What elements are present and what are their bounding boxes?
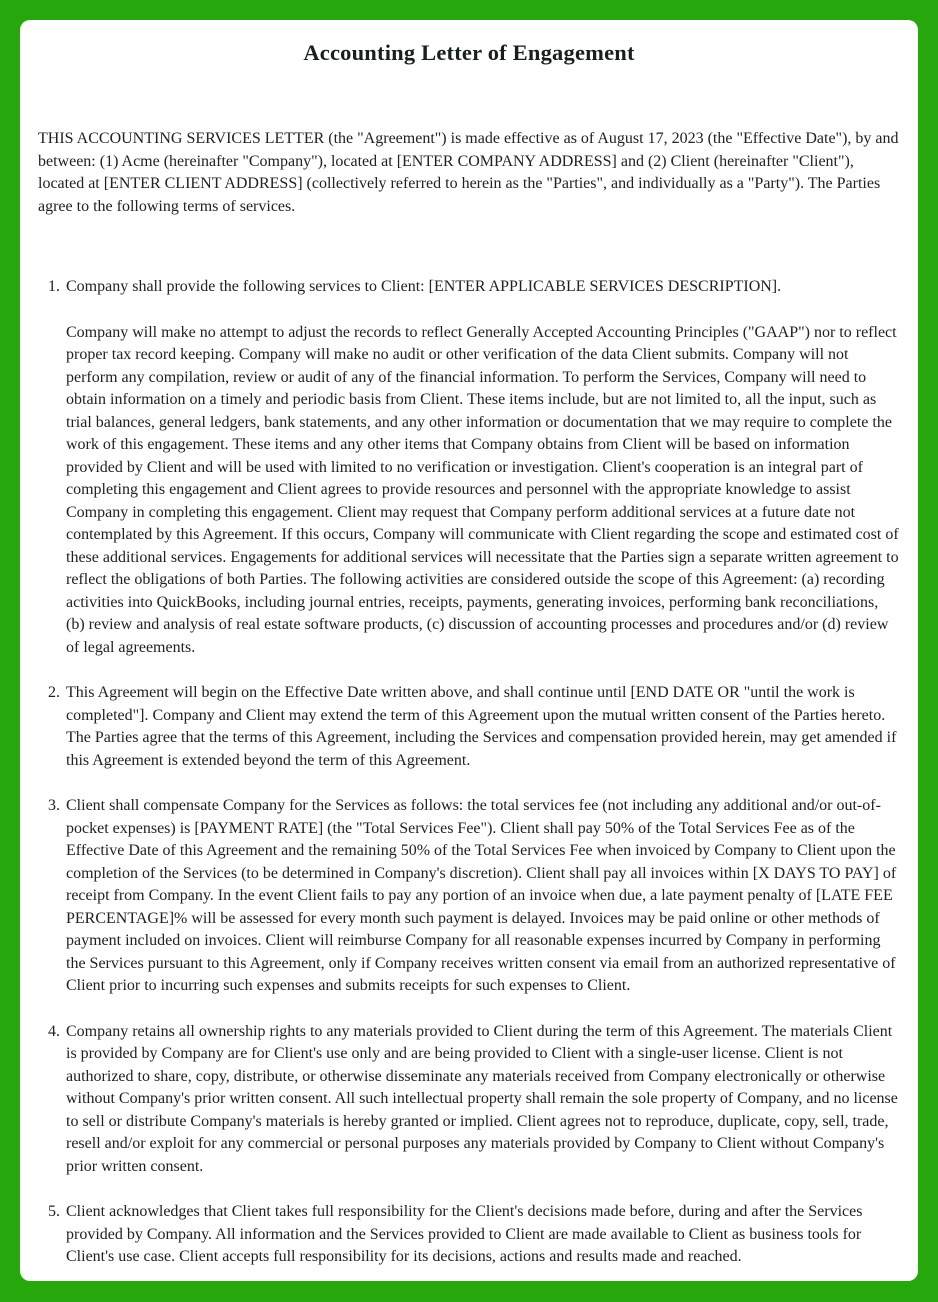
item-number: 1. <box>48 278 60 295</box>
item-paragraph: Company will make no attempt to adjust the records to reflect Generally Accepted Accounting Principles ("GAAP") nor to reflect proper tax record keeping. Company will make no audit or other verification of the data Client submits. Company will not perform any compilation, review or audit of any of the financial information. To perform the Services, Company will need to obtain information on a timely and periodic basis from Client. These items include, but are not limited to, all the input, such as trial balances, general ledgers, bank statements, and any other information or documentation that we may require to complete the work of this engagement. These items and any other items that Company obtains from Client will be based on information provided by Client and will be used with limited to no verification or investigation. Client's cooperation is an integral part of completing this engagement and Client agrees to provide resources and personnel with the appropriate knowledge to assist Company in completing this engagement. Client may request that Company perform additional services at a future date not contemplated by this Agreement. If this occurs, Company will communicate with Client regarding the scope and estimated cost of these additional services. Engagements for additional services will necessitate that the Parties sign a separate written agreement to reflect the obligations of both Parties. The following activities are considered outside the scope of this Agreement: (a) recording activities into QuickBooks, including journal entries, receipts, payments, generating invoices, performing bank reconciliations, (b) review and analysis of real estate software products, (c) discussion of accounting processes and procedures and/or (d) review of legal agreements. <box>66 323 899 656</box>
item-paragraph: Client shall compensate Company for the Services as follows: the total services fee (not including any additional and/or out-of-pocket expenses) is [PAYMENT RATE] (the "Total Services Fee"). Client shall pay 50% of the Total Services Fee as of the Effective Date of this Agreement and the remaining 50% of the Total Services Fee when invoiced by Company to Client upon the completion of the Services (to be determined in Company's discretion). Client shall pay all invoices within [X DAYS TO PAY] of receipt from Company. In the event Client fails to pay any portion of an invoice when due, a late payment penalty of [LATE FEE PERCENTAGE]% will be assessed for every month such payment is delayed. Invoices may be paid online or other methods of payment included on invoices. Client will reimburse Company for all reasonable expenses incurred by Company in performing the Services pursuant to this Agreement, only if Company receives written consent via email from an authorized representative of Client prior to incurring such expenses and submits receipts for such expenses to Client. <box>66 797 897 994</box>
item-number: 3. <box>48 797 60 814</box>
terms-list <box>38 276 900 1269</box>
item-number: 5. <box>48 1203 60 1220</box>
list-item-1 <box>38 276 900 659</box>
list-item-5 <box>38 1201 900 1269</box>
document-page <box>20 20 918 1281</box>
list-item-2 <box>38 682 900 772</box>
item-number: 4. <box>48 1022 60 1040</box>
list-item-4 <box>38 1021 900 1179</box>
item-paragraph: Company shall provide the following services to Client: [ENTER APPLICABLE SERVICES DESCRIPTION]. <box>66 278 782 295</box>
page-title: Accounting Letter of Engagement <box>303 40 635 65</box>
item-paragraph: This Agreement will begin on the Effective Date written above, and shall continue until [END DATE OR "until the work is completed"]. Company and Client may extend the term of this Agreement upon the mutual written consent of the Parties hereto. The Parties agree that the terms of this Agreement, including the Services and compensation provided herein, may get amended if this Agreement is extended beyond the term of this Agreement. <box>66 684 897 769</box>
list-item-3 <box>38 795 900 998</box>
intro-paragraph: THIS ACCOUNTING SERVICES LETTER (the "Agreement") is made effective as of August 17, 2023 (the "Effective Date"), by and between: (1) Acme (hereinafter "Company"), located at [ENTER COMPANY ADDRESS] and (2) Client (hereinafter "Client"), located at [ENTER CLIENT ADDRESS] (collectively referred to herein as the "Parties", and individually as a "Party"). The Parties agree to the following terms of services. <box>38 130 899 215</box>
item-paragraph: Client acknowledges that Client takes full responsibility for the Client's decisions made before, during and after the Services provided by Company. All information and the Services provided to Client are made available to Client as business tools for Client's use case. Client accepts full responsibility for its decisions, actions and results made and reached. <box>66 1203 863 1265</box>
item-number: 2. <box>48 684 60 701</box>
item-paragraph: Company retains all ownership rights to any materials provided to Client during the term of this Agreement. The materials Client is provided by Company are for Client's use only and are being provided to Client with a single-user license. Client is not authorized to share, copy, distribute, or otherwise disseminate any materials received from Company electronically or otherwise without Company's prior written consent. All such intellectual property shall remain the sole property of Company, and no license to sell or distribute Company's materials is hereby granted or implied. Client agrees not to reproduce, duplicate, copy, sell, trade, resell and/or exploit for any commercial or personal purposes any materials provided by Company to Client without Company's prior written consent. <box>66 1022 898 1175</box>
